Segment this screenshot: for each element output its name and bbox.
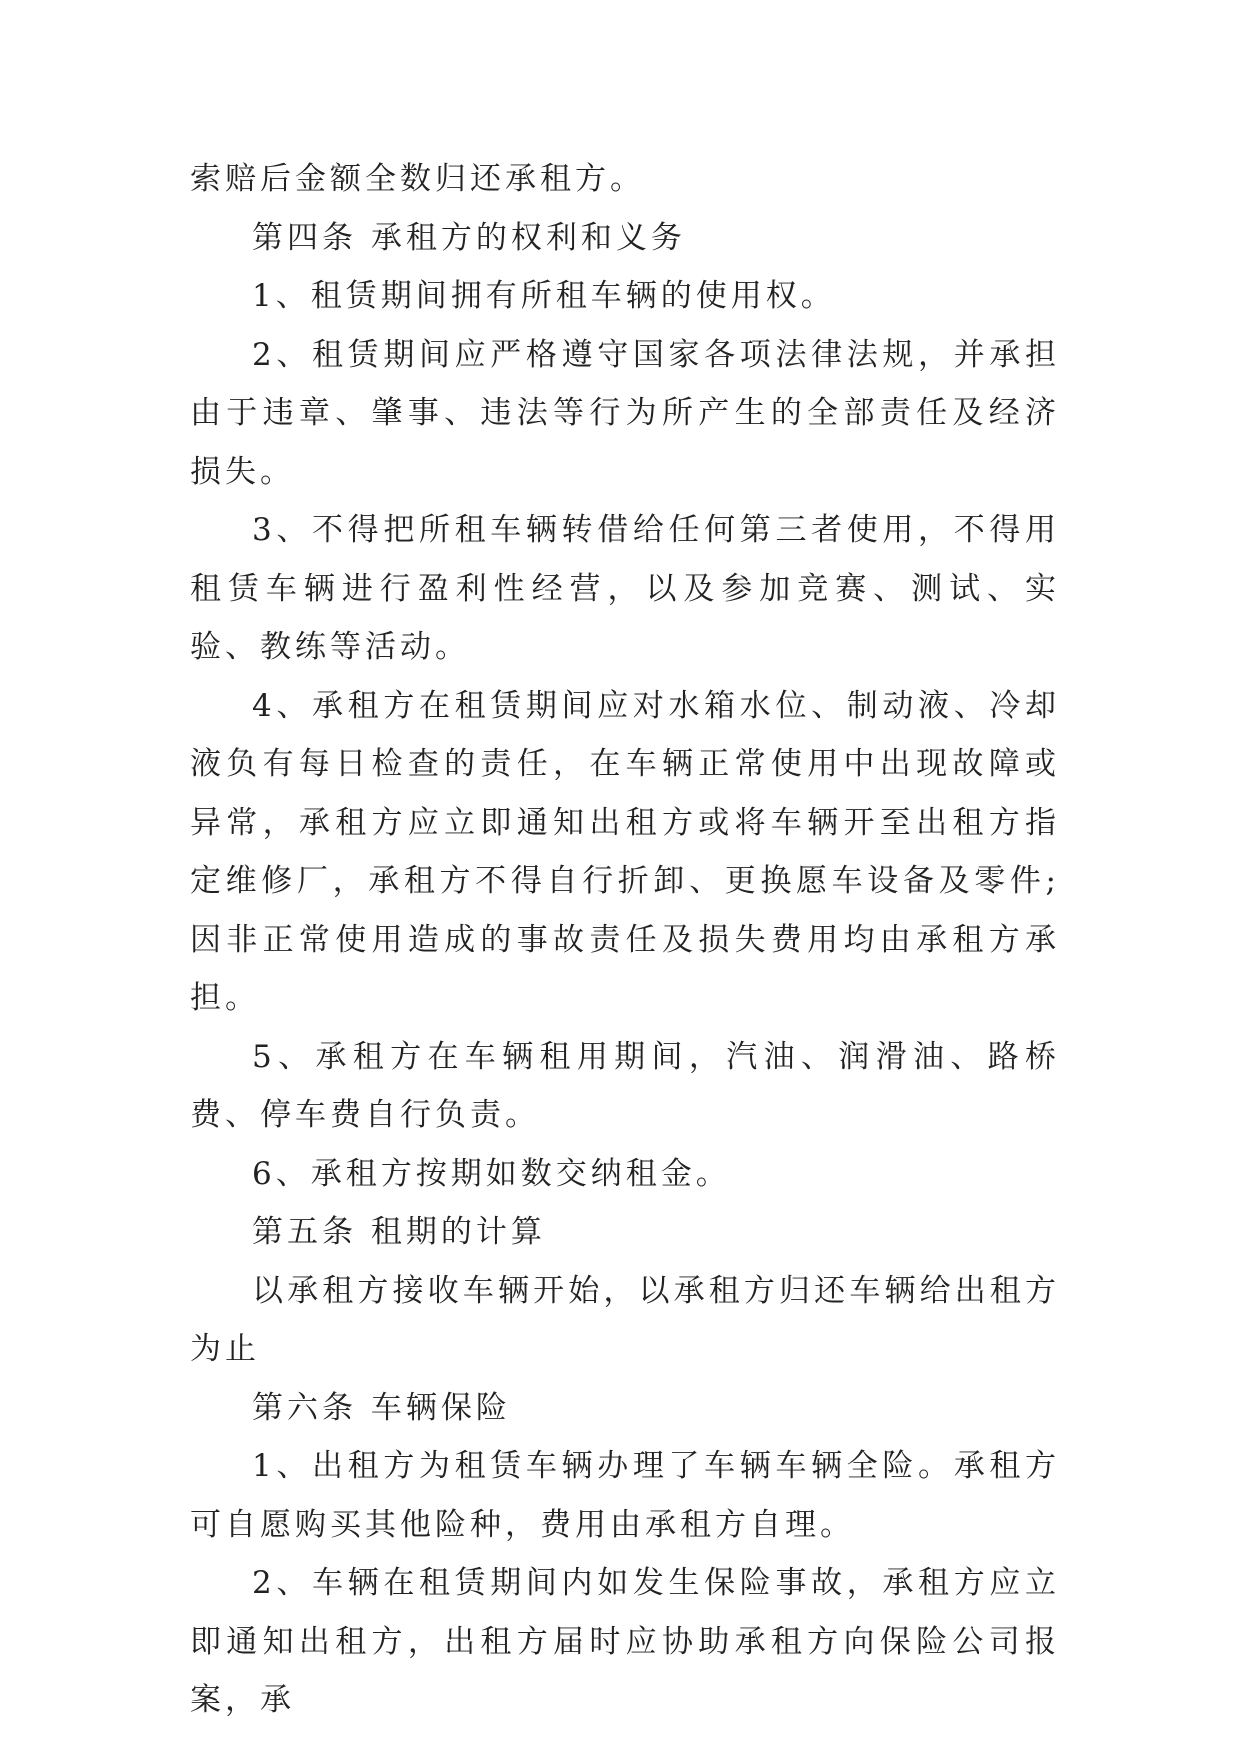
- article-4-heading: 第四条 承租方的权利和义务: [252, 219, 686, 256]
- article-5-body: 以承租方接收车辆开始，以承租方归还车辆给出租方为止: [190, 1272, 1060, 1367]
- article-4-item-3: 3、不得把所租车辆转借给任何第三者使用，不得用租赁车辆进行盈利性经营，以及参加竞赛、测试、实验、教练等活动。: [190, 512, 1060, 665]
- paragraph-continuation: 索赔后金额全数归还承租方。: [190, 161, 645, 197]
- article-6-item-1: 1、出租方为租赁车辆办理了车辆车辆全险。承租方可自愿购买其他险种，费用由承租方自理。: [190, 1448, 1060, 1543]
- article-4-item-5: 5、承租方在车辆租用期间，汽油、润滑油、路桥费、停车费自行负责。: [190, 1038, 1060, 1133]
- article-4-item-6: 6、承租方按期如数交纳租金。: [252, 1155, 731, 1192]
- article-4-item-1: 1、租赁期间拥有所租车辆的使用权。: [252, 278, 836, 314]
- article-6-heading: 第六条 车辆保险: [252, 1389, 511, 1426]
- article-4-item-4: 4、承租方在租赁期间应对水箱水位、制动液、冷却液负有每日检查的责任，在车辆正常使用中出现故障或异常，承租方应立即通知出租方或将车辆开至出租方指定维修厂，承租方不得自行折卸、更换愿车设备及零件;因非正常使用造成的事故责任及损失费用均由承租方承担。: [190, 687, 1060, 1016]
- article-6-item-2: 2、车辆在租赁期间内如发生保险事故，承租方应立即通知出租方，出租方届时应协助承租方向保险公司报案，承: [190, 1565, 1060, 1718]
- article-4-item-2: 2、租赁期间应严格遵守国家各项法律法规，并承担由于违章、肇事、违法等行为所产生的全部责任及经济损失。: [190, 336, 1060, 490]
- document-body: [190, 150, 1060, 1730]
- article-5-heading: 第五条 租期的计算: [252, 1214, 546, 1250]
